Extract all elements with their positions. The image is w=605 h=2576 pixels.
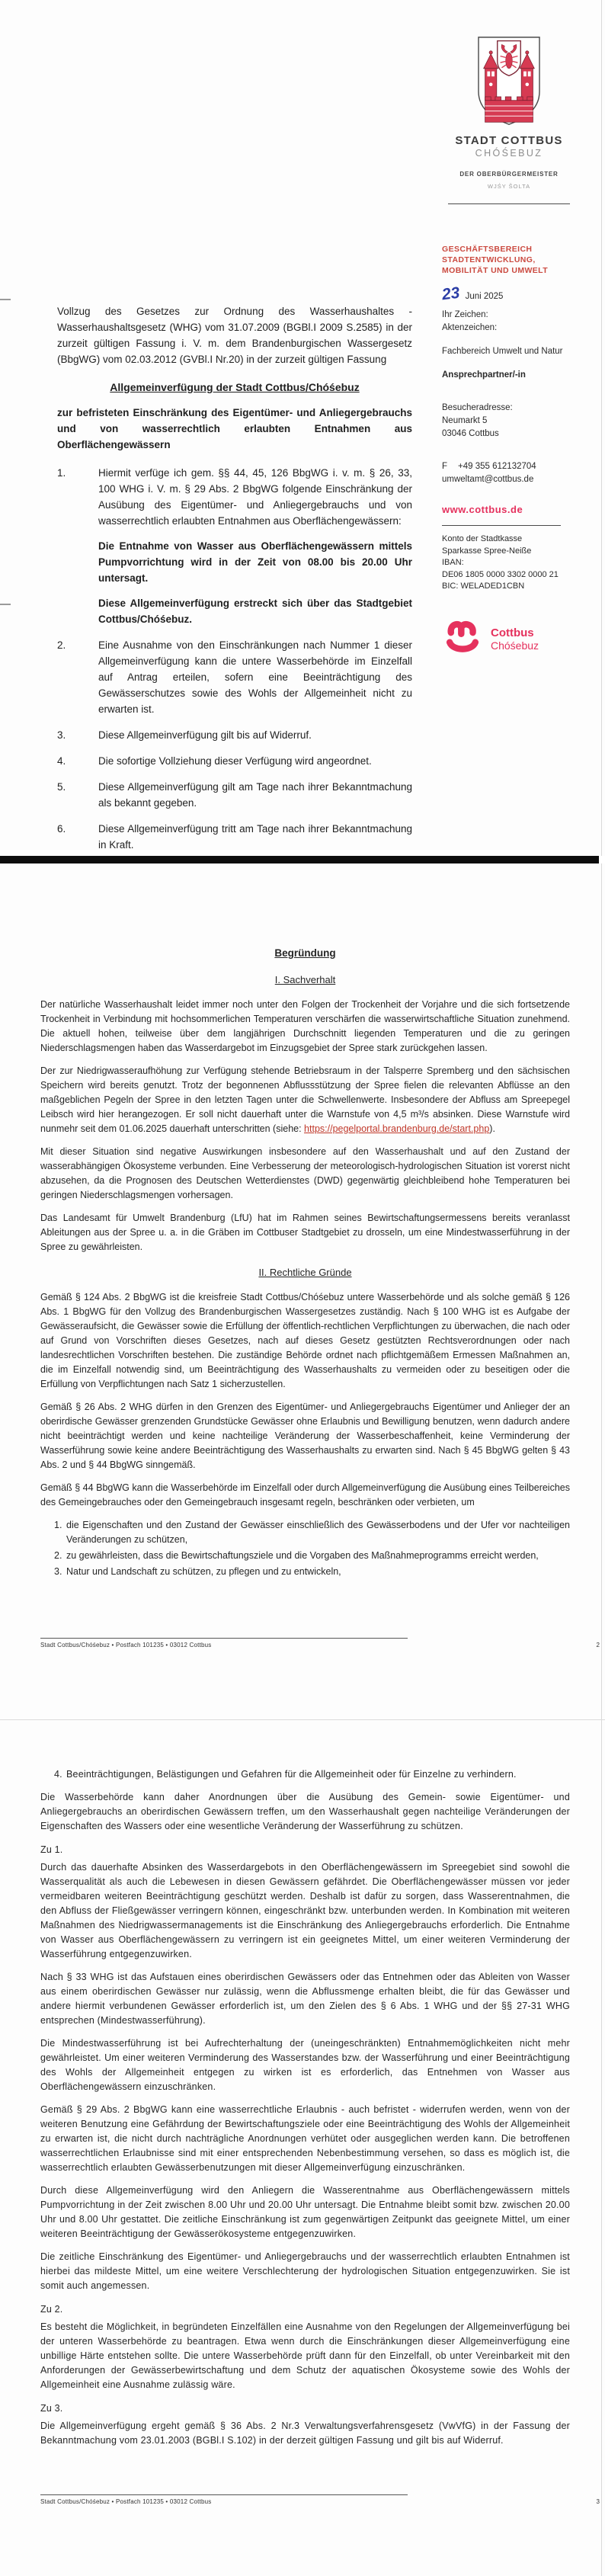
item-number: 4. (57, 755, 66, 767)
scan-edge-line (601, 1720, 602, 2576)
zu3-label: Zu 3. (40, 2403, 63, 2414)
begruendung-heading: Begründung (274, 947, 336, 959)
page-separator (0, 856, 599, 863)
item-number: 1. (57, 467, 66, 479)
paragraph: Die Allgemeinverfügung ergeht gemäß § 36 Abs. 2 Nr.3 Verwaltungsverfahrensgesetz (VwVfG) in der Fassung der Bekanntmachung vom 23.01.2003 (BGBl.I S.102) in der derzeit gültigen Fassung und gilt bis auf Widerruf. (40, 2421, 570, 2446)
legal-purposes-list-continued (40, 1767, 570, 1782)
fax-line (442, 460, 576, 473)
paragraph: Die Mindestwasserführung ist bei Aufrechterhaltung der (uneingeschränkten) Entnahmemöglichkeiten nicht mehr gewährleistet. Um einer weiteren Verminderung des Wasserstandes bzw. der Wasserführung und einer Beeinträchtigung des Wohls der Allgemeinheit entgegen zu wirken ist es erforderlich, das Entnehmen von Wasser aus Oberflächengewässern einzuschränken. (40, 2038, 570, 2092)
fax-label: F (442, 462, 448, 471)
bank-label: Konto der Stadtkasse (442, 534, 523, 543)
paragraph: Es besteht die Möglichkeit, in begründeten Einzelfällen eine Ausnahme von den Regelungen der Allgemeinverfügung bei der unteren Wasserbehörde zu beantragen. Etwa wenn durch die Einschränkungen dieser Allgemeinverfügung eine unbillige Härte entstehen sollte. Die untere Wasserbehörde prüft dann für den Einzelfall, ob unter Vereinbarkeit mit den Anforderungen der Gewässerbewirtschaftung und dem Schutz der aquatischen Ökosysteme sowie des Wohls der Allgemeinheit eine Ausnahme zulässig wäre. (40, 2321, 570, 2390)
zu1-label: Zu 1. (40, 1844, 63, 1855)
date-text: Juni 2025 (465, 292, 504, 301)
item-number: 1. (54, 1520, 62, 1530)
page-3 (0, 1719, 605, 2576)
item-text: Diese Allgemeinverfügung gilt bis auf Widerruf. (98, 729, 312, 741)
decree-item-6 (57, 821, 412, 853)
item-text: Eine Ausnahme von den Einschränkungen nach Nummer 1 dieser Allgemeinverfügung kann die untere Wasserbehörde im Einzelfall auf Antrag erteilen, sofern eine Beeinträchtigung des Gewässerschutzes sowie des Wohls der Allgemeinheit nicht zu erwarten ist. (98, 639, 412, 715)
decree-subtitle: zur befristeten Einschränkung des Eigentümer- und Anliegergebrauchs und von wasserrechtlich erlaubten Entnahmen aus Oberflächengewässern (57, 407, 412, 450)
fold-mark (0, 299, 11, 300)
item-number: 4. (54, 1769, 62, 1780)
website-url: www.cottbus.de (442, 504, 523, 515)
decree-item-5 (57, 779, 412, 811)
list-item (40, 1549, 570, 1563)
paragraph-text: Der zur Niedrigwasseraufhöhung zur Verfügung stehende Betriebsraum in der Talsperre Spremberg und den sächsischen Speichern wird bereits genutzt. Trotz der begonnenen Abflussstützung der Spree fielen die relevanten Abflüsse an den maßgeblichen Pegeln der Spree in den letzten Tagen unter die Schwellenwerte. Insbesondere der Abfluss am Spreepegel Leibsch wird hier herangezogen. Er soll nicht dauerhaft unter die Warnstufe von 4,5 m³/s absinken. Diese Warnstufe wird nunmehr seit dem 01.06.2025 dauerhaft unterschritten (siehe: (40, 1065, 570, 1134)
page-1 (0, 0, 605, 856)
footer-rule (40, 1638, 408, 1639)
besucheradresse-label: Besucheradresse: (442, 403, 513, 412)
legal-purposes-list (40, 1518, 570, 1579)
begruendung-continued-section (40, 1764, 570, 2456)
bic-value: BIC: WELADED1CBN (442, 582, 525, 591)
letter-body (57, 303, 412, 856)
subject-line: Vollzug des Gesetzes zur Ordnung des Wasserhaushaltes - Wasserhaushaltsgesetz (WHG) vom 31.07.2009 (BGBl.I 2009 S.2585) in der zurzeit gültigen Fassung i. V. m. dem Brandenburgischen Wassergesetz (BbgWG) vom 02.03.2012 (GVBl.I Nr.20) in der zurzeit gültigen Fassung (57, 306, 412, 365)
item-text: zu gewährleisten, dass die Bewirtschaftungsziele und die Vorgaben des Maßnahmeprogramms erreicht werden, (66, 1550, 539, 1561)
iban-label: IBAN: (442, 558, 464, 567)
fax-number: +49 355 612132704 (458, 462, 536, 471)
footer-address: Stadt Cottbus/Chóśebuz • Postfach 101235 • 03012 Cottbus (40, 1642, 212, 1648)
item-number: 2. (57, 639, 66, 651)
pegelportal-link[interactable]: https://pegelportal.brandenburg.de/start.php (304, 1123, 490, 1134)
date-line (440, 284, 576, 308)
paragraph: Durch das dauerhafte Absinken des Wasserdargebots in den Oberflächengewässern im Spreegebiet sind sowohl die Wasserqualität als auch die Lebewesen in diesen Gewässern gefährdet. Die Oberflächengewässer müssen vor jeder vermeidbaren weiteren Beeinträchtigung geschützt werden. Deshalb ist dafür zu sorgen, dass Wasserentnahmen, die den Abfluss der Fließgewässer verringern können, eingeschränkt bzw. unterbunden werden. In Kombination mit weiteren Maßnahmen des Niedrigwassermanagements ist die Einschränkung des Anliegergebrauchs erforderlich. Die Entnahme von Wasser aus Oberflächengewässern zu verringern ist ein geeignetes Mittel, um einer weiteren Verminderung der Wasserführung entgegenzuwirken. (40, 1862, 570, 1959)
item-bold-text: Die Entnahme von Wasser aus Oberflächengewässern mittels Pumpvorrichtung wird in der Zeit von 08.00 bis 20.00 Uhr untersagt. (98, 540, 412, 584)
decree-items (57, 465, 412, 853)
ihr-zeichen-label: Ihr Zeichen: (442, 310, 488, 319)
paragraph: Der natürliche Wasserhaushalt leidet immer noch unter den Folgen der Trockenheit der Vorjahre und die sich fortsetzende Trockenheit in Verbindung mit hochsommerlichen Temperaturen verschärfen die wasserwirtschaftliche Situation zunehmend. Die aktuell hohen, teilweise über dem langjährigen Durchschnitt liegenden Temperaturen und die zu geringen Niederschlagsmengen haben das Wasserdargebot im Einzugsgebiet der Spree stark zurückgehen lassen. (40, 999, 570, 1053)
ansprechpartner-label: Ansprechpartner/-in (442, 370, 526, 380)
item-number: 2. (54, 1550, 62, 1561)
bank-name: Sparkasse Spree-Neiße (442, 546, 532, 556)
item-text: Die sofortige Vollziehung dieser Verfügung wird angeordnet. (98, 755, 372, 767)
iban-value: DE06 1805 0000 3302 0000 21 (442, 569, 559, 579)
list-item (40, 1767, 570, 1782)
letterhead-divider (442, 525, 561, 526)
item-number: 6. (57, 823, 66, 835)
paragraph: Gemäß § 26 Abs. 2 WHG dürfen in den Grenzen des Eigentümer- und Anliegergebrauchs Eigentümer und Anlieger der an oberirdische Gewässer grenzenden Grundstücke Gewässer ohne Erlaubnis und Bewilligung benutzen, wenn dadurch andere nicht beeinträchtigt werden und keine nachteilige Veränderung der Wasserbeschaffenheit, keine Verminderung der Wasserführung sowie keine andere Beeinträchtigung des Wasserhaushalts zu erwarten sind. Nach § 45 BbgWG gelten § 43 Abs. 2 und § 44 BbgWG sinngemäß. (40, 1402, 570, 1470)
zu2-label: Zu 2. (40, 2304, 63, 2315)
page-footer (40, 1638, 600, 1648)
page-number: 3 (596, 2498, 600, 2505)
list-item (40, 1565, 570, 1579)
cottbus-logo-mark-icon (442, 616, 483, 662)
item-text: Beeinträchtigungen, Belästigungen und Gefahren für die Allgemeinheit oder für Einzelne zu verhindern. (66, 1769, 517, 1780)
paragraph-with-link (40, 1064, 570, 1136)
cottbus-logo (442, 616, 576, 662)
item-text: Diese Allgemeinverfügung tritt am Tage nach ihrer Bekanntmachung in Kraft. (98, 823, 412, 851)
page-number: 2 (596, 1642, 600, 1648)
item-text: Natur und Landschaft zu schützen, zu pflegen und zu entwickeln, (66, 1566, 341, 1577)
paragraph: Die Wasserbehörde kann daher Anordnungen über die Ausübung des Gemein- sowie Eigentümer- und Anliegergebrauchs an oberirdischen Gewässern treffen, um den Wasserhaushalt gegen nachteilige Veränderungen der Eigenschaften des Wassers oder eine wesentliche Veränderung der Wasserführung zu schützen. (40, 1792, 570, 1831)
footer-address: Stadt Cottbus/Chóśebuz • Postfach 101235 • 03012 Cottbus (40, 2498, 212, 2505)
paragraph: Die zeitliche Einschränkung des Eigentümer- und Anliegergebrauchs und der wasserrechtlich erlaubten Entnahmen ist hierbei das mildeste Mittel, um eine weitere Verschlechterung der hydrologischen Situation entgegenzuwirken. Sie ist somit auch angemessen. (40, 2251, 570, 2291)
decree-item-3 (57, 727, 412, 743)
decree-item-2 (57, 637, 412, 717)
rechtliche-gruende-heading: II. Rechtliche Gründe (258, 1267, 352, 1278)
paragraph: Mit dieser Situation sind negative Auswirkungen insbesondere auf den Wasserhaushalt und auf den Zustand der wasserabhängigen Ökosysteme verbunden. Eine Verbesserung der meteorologisch-hydrologischen Situation ist vorerst nicht abzusehen, da die Prognosen des Deutschen Wetterdienstes (DWD) gegenwärtig gleichbleibend hohe Temperaturen bei geringen Niederschlagsmengen vorhersagen. (40, 1146, 570, 1200)
decree-title: Allgemeinverfügung der Stadt Cottbus/Chóśebuz (110, 381, 360, 393)
page-2 (0, 863, 605, 1719)
address-city: 03046 Cottbus (442, 429, 499, 438)
paragraph: Gemäß § 44 BbgWG kann die Wasserbehörde im Einzelfall oder durch Allgemeinverfügung die Ausübung eines Teilbereiches des Gemeingebrauches oder den Gemeingebrauch insgesamt regeln, beschränken oder verbieten, um (40, 1482, 570, 1507)
letterhead-sidebar (442, 35, 576, 662)
city-name-sorbian: CHÓŚEBUZ (475, 148, 543, 159)
bank-details (442, 533, 576, 593)
aktenzeichen-label: Aktenzeichen: (442, 323, 498, 332)
paragraph: Gemäß § 124 Abs. 2 BbgWG ist die kreisfreie Stadt Cottbus/Chóśebuz untere Wasserbehörde und als solche gemäß § 126 Abs. 1 BbgWG für den Vollzug des Brandenburgischen Wassergesetzes zuständig. Nach § 100 WHG ist es Aufgabe der Gewässeraufsicht, die Gewässer sowie die Erfüllung der öffentlich-rechtlichen Verpflichtungen zu überwachen, die nach oder auf Grund von Vorschriften dieses Gesetzes, nach auf dieses Gesetz gestützten Rechtsverordnungen oder nach landesrechtlichen Vorschriften bestehen. Die zuständige Behörde ordnet nach pflichtgemäßem Ermessen Maßnahmen an, die im Einzelfall notwendig sind, um Beeinträchtigung des Wasserhaushalts zu vermeiden oder zu beseitigen oder die Erfüllung von Verpflichtungen nach Satz 1 sicherzustellen. (40, 1292, 570, 1389)
fachbereich: Fachbereich Umwelt und Natur (442, 347, 563, 356)
office-title-sorbian: WJŚY ŠOLTA (487, 183, 531, 190)
begruendung-section (40, 946, 570, 1588)
office-title: DER OBERBÜRGERMEISTER (459, 171, 559, 178)
paragraph: Nach § 33 WHG ist das Aufstauen eines oberirdischen Gewässers oder das Entnehmen oder das Ableiten von Wasser aus einem oberirdischen Gewässer nur zulässig, wenn die Abflussmenge erhalten bleibt, die für das Gewässer und andere hiermit verbundenen Gewässer erforderlich ist, um den Zielen des § 6 Abs. 1 WHG und der §§ 27-31 WHG entsprechen (Mindestwasserführung). (40, 1972, 570, 2026)
city-name: STADT COTTBUS (455, 134, 563, 147)
item-number: 3. (57, 729, 66, 741)
scan-edge-line (601, 863, 602, 1719)
item-text: Diese Allgemeinverfügung gilt am Tage nach ihrer Bekanntmachung als bekannt gegeben. (98, 781, 412, 809)
sachverhalt-heading: I. Sachverhalt (274, 974, 336, 985)
logo-wordmark: Cottbus Chóśebuz (491, 626, 539, 652)
list-item (40, 1518, 570, 1547)
item-number: 5. (57, 781, 66, 793)
scan-edge-line (601, 0, 602, 856)
page-footer (40, 2494, 600, 2505)
paragraph-text: ). (489, 1123, 495, 1134)
letterhead-divider (448, 203, 570, 204)
item-text: die Eigenschaften und den Zustand der Gewässer einschließlich des Gewässerbodens und der Ufer vor nachteiligen Veränderungen zu schützen, (66, 1520, 570, 1545)
paragraph: Das Landesamt für Umwelt Brandenburg (LfU) hat im Rahmen seines Bewirtschaftungsermessens bereits veranlasst Ableitungen aus der Spree u. a. in die Gräben im Cottbuser Stadtgebiet zu drosseln, um eine Mindestwasserführung in der Spree zu gewährleisten. (40, 1213, 570, 1252)
department-name: GESCHÄFTSBEREICH STADTENTWICKLUNG, MOBILITÄT UND UMWELT (442, 245, 549, 275)
footer-rule (40, 2494, 408, 2495)
cottbus-coat-of-arms-icon (476, 35, 542, 130)
item-bold-text: Diese Allgemeinverfügung erstreckt sich über das Stadtgebiet Cottbus/Chóśebuz. (98, 598, 412, 625)
handwritten-date-day: 23 (440, 284, 461, 304)
email-address: umweltamt@cottbus.de (442, 475, 534, 484)
item-number: 3. (54, 1566, 62, 1577)
address-street: Neumarkt 5 (442, 416, 488, 425)
fold-mark (0, 604, 11, 605)
item-text: Hiermit verfüge ich gem. §§ 44, 45, 126 BbgWG i. v. m. § 26, 33, 100 WHG i. V. m. § 29 Abs. 2 BbgWG folgende Einschränkung der Ausübung des Eigentümer- und Anliegergebrauchs und von wasserrechtlich erlaubten Entnahmen aus Oberflächengewässern: (98, 467, 412, 527)
paragraph: Gemäß § 29 Abs. 2 BbgWG kann eine wasserrechtliche Erlaubnis - auch befristet - widerrufen werden, wenn von der weiteren Benutzung eine Gefährdung der Bewirtschaftungsziele oder eine Beeinträchtigung des Wohls der Allgemeinheit zu erwarten ist, die nicht durch nachträgliche Anordnungen verhütet oder ausgeglichen werden kann. Die betroffenen wasserrechtlichen Erlaubnisse sind mit einer entsprechenden Nebenbestimmung versehen, so dass es möglich ist, die wasserrechtlich erlaubten Gewässerbenutzungen mit dieser Allgemeinverfügung einzuschränken. (40, 2104, 570, 2173)
decree-item-1 (57, 465, 412, 627)
decree-item-4 (57, 753, 412, 769)
paragraph: Durch diese Allgemeinverfügung wird den Anliegern die Wasserentnahme aus Oberflächengewässern mittels Pumpvorrichtung in der Zeit zwischen 8.00 Uhr und 20.00 Uhr untersagt. Die Entnahme bleibt somit bzw. zwischen 20.00 Uhr und 8.00 Uhr gestattet. Die zeitliche Einschränkung ist zum gegenwärtigen Zeitpunkt das geeignete Mittel, um einer weiteren Beeinträchtigung der Gewässerökosysteme entgegenzuwirken. (40, 2185, 570, 2239)
